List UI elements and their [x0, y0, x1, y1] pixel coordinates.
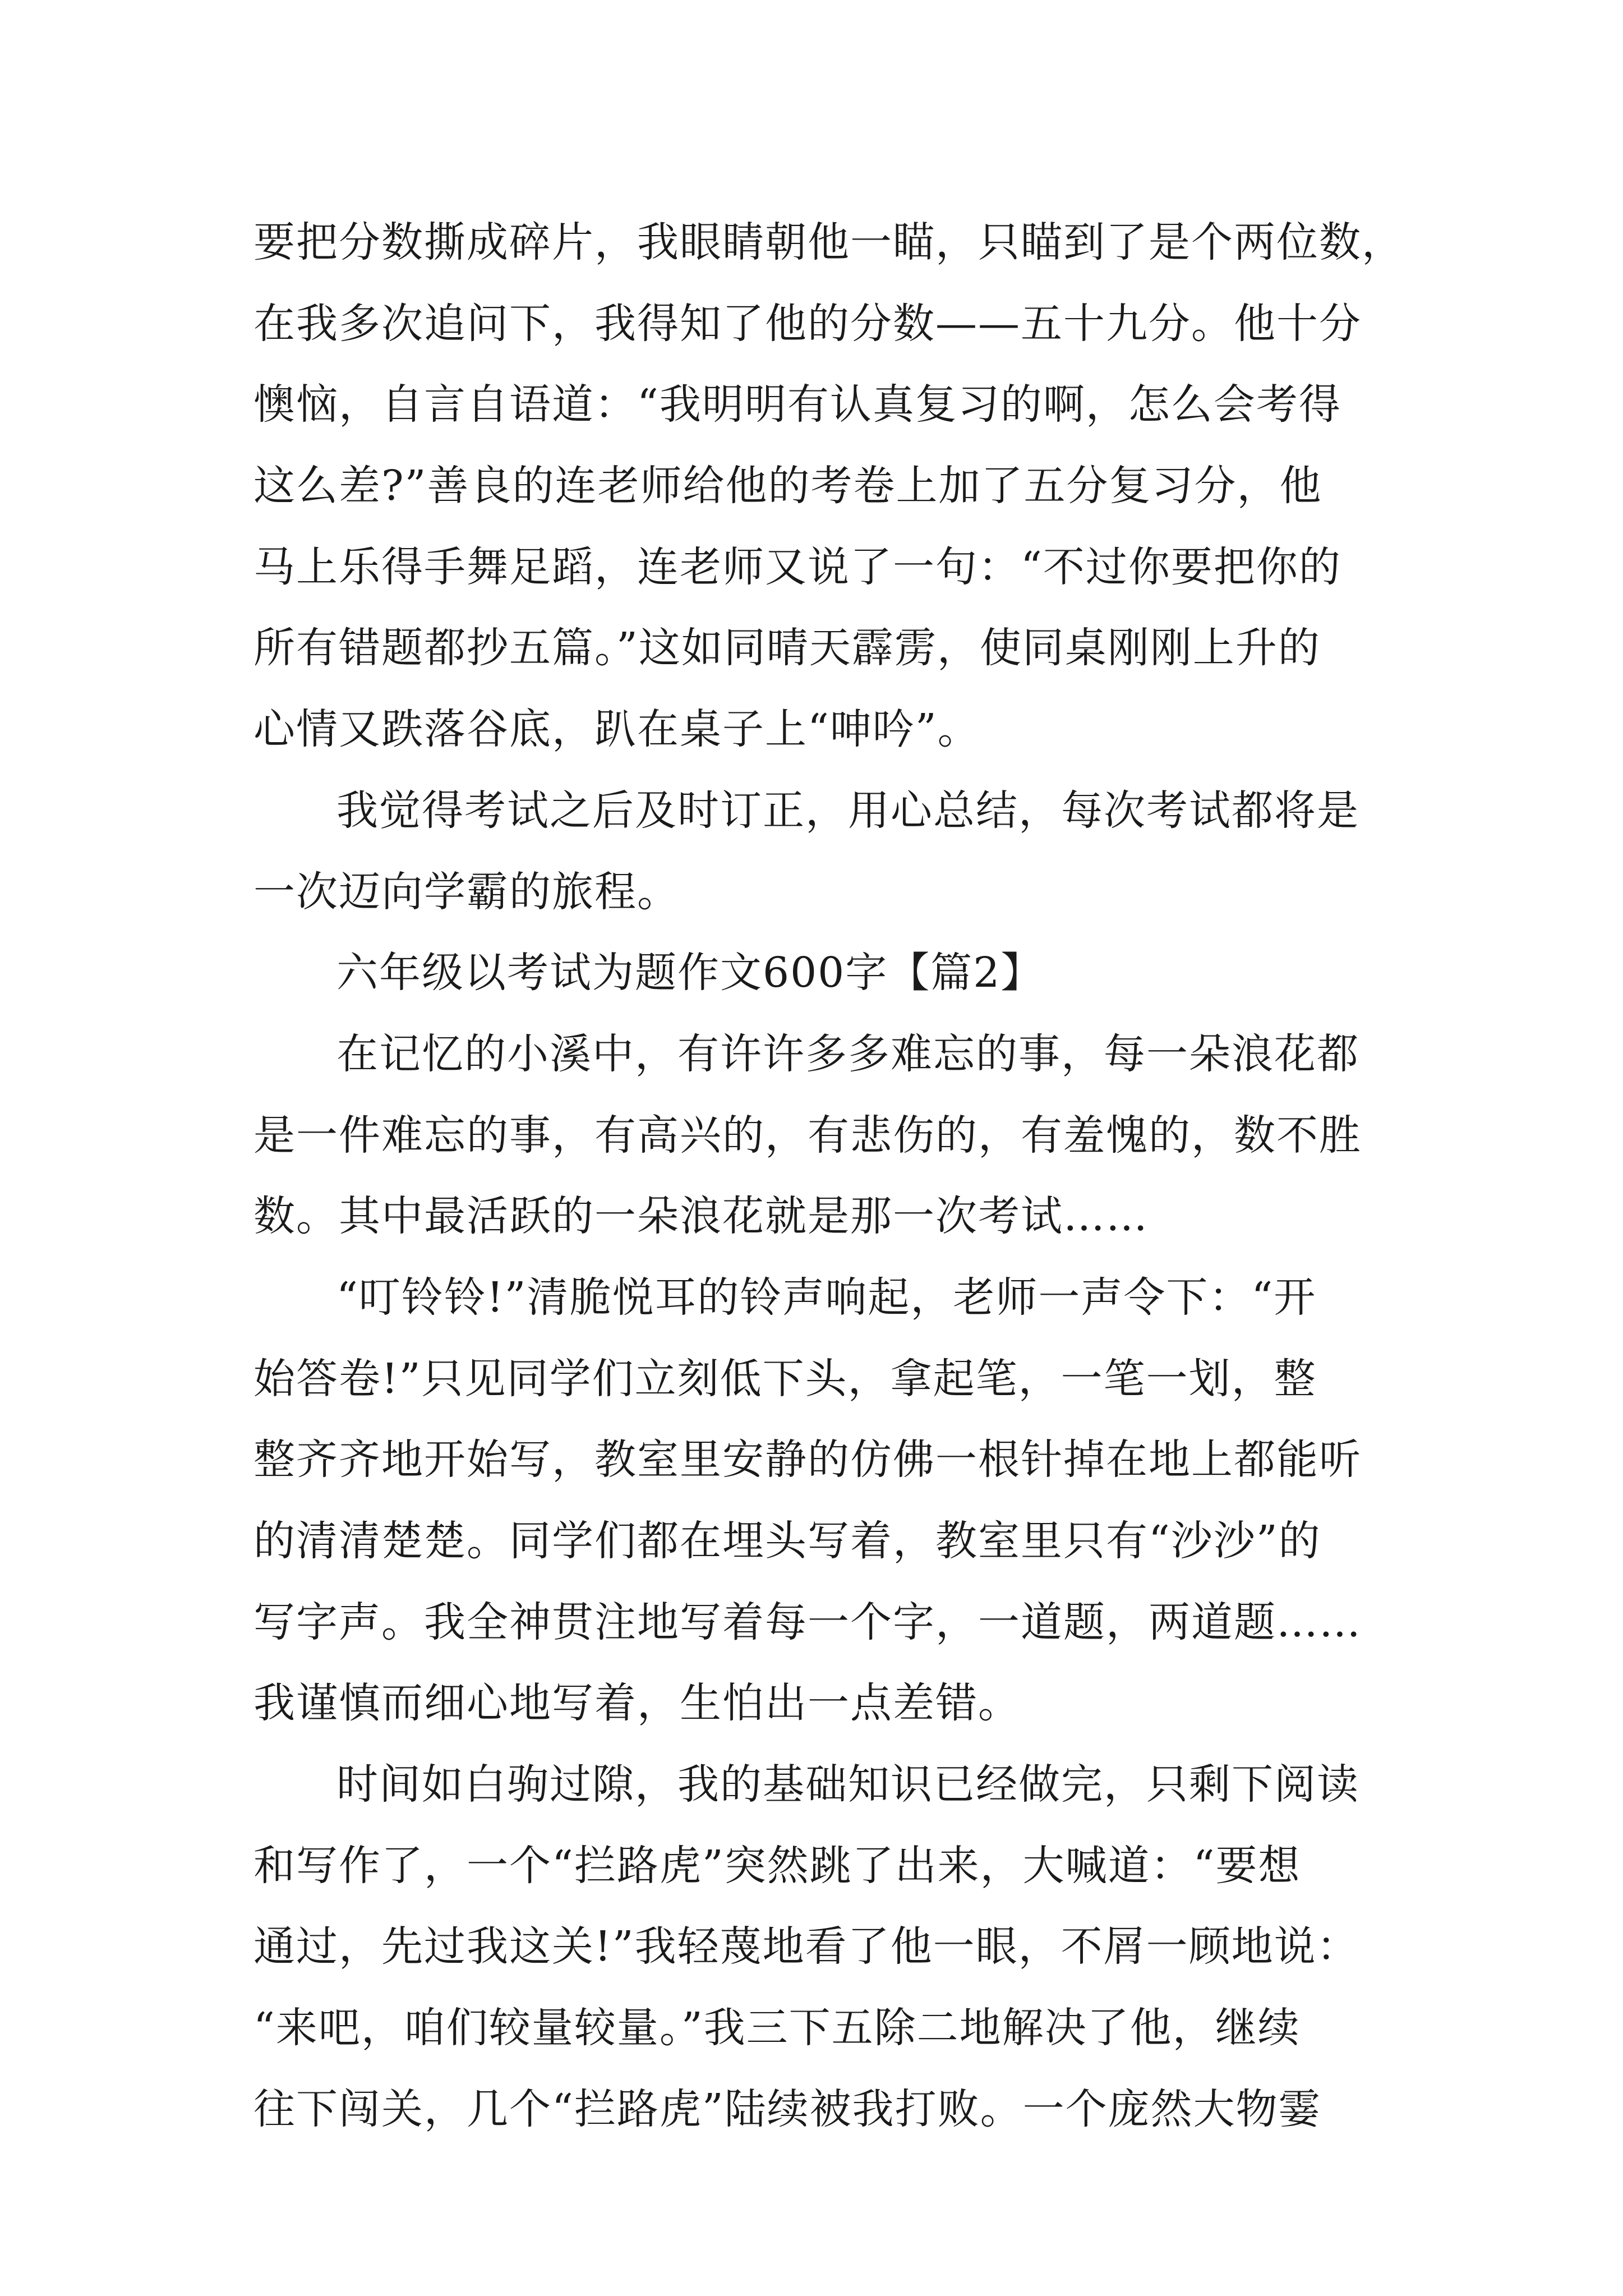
text-line: 是一件难忘的事，有高兴的，有悲伤的，有羞愧的，数不胜 — [253, 1111, 1362, 1159]
article-body — [253, 202, 1404, 2150]
text-line: 懊恼，自言自语道：“我明明有认真复习的啊，怎么会考得 — [253, 380, 1341, 429]
text-line: 往下闯关，几个“拦路虎”陆续被我打败。一个庞然大物霎 — [253, 2085, 1321, 2133]
paragraph-start-line: “叮铃铃!”清脆悦耳的铃声响起，老师一声令下：“开 — [336, 1273, 1317, 1322]
text-line: 通过，先过我这关!”我轻蔑地看了他一眼，不屑一顾地说： — [253, 1922, 1359, 1971]
paragraph-start-line: 在记忆的小溪中，有许许多多难忘的事，每一朵浪花都 — [336, 1029, 1359, 1078]
text-line: 我谨慎而细心地写着，生怕出一点差错。 — [253, 1679, 1021, 1728]
text-line: “来吧，咱们较量较量。”我三下五除二地解决了他，继续 — [253, 2004, 1301, 2053]
text-line: 所有错题都抄五篇。”这如同晴天霹雳，使同桌刚刚上升的 — [253, 624, 1321, 673]
text-line: 整齐齐地开始写，教室里安静的仿佛一根针掉在地上都能听 — [253, 1435, 1362, 1484]
text-line: 始答卷!”只见同学们立刻低下头，拿起笔，一笔一划，整 — [253, 1354, 1317, 1403]
text-line: 马上乐得手舞足蹈，连老师又说了一句：“不过你要把你的 — [253, 542, 1341, 591]
paragraph-start-line: 我觉得考试之后及时订正，用心总结，每次考试都将是 — [336, 786, 1359, 835]
text-line: 和写作了，一个“拦路虎”突然跳了出来，大喊道：“要想 — [253, 1841, 1301, 1890]
text-line: 这么差?”善良的连老师给他的考卷上加了五分复习分，他 — [253, 462, 1322, 510]
section-heading: 六年级以考试为题作文600字【篇2】 — [336, 949, 1044, 997]
text-line: 心情又跌落谷底，趴在桌子上“呻吟”。 — [253, 705, 980, 754]
text-line: 写字声。我全神贯注地写着每一个字，一道题，两道题…… — [253, 1598, 1362, 1646]
text-line: 要把分数撕成碎片，我眼睛朝他一瞄，只瞄到了是个两位数， — [253, 218, 1404, 266]
text-line: 的清清楚楚。同学们都在埋头写着，教室里只有“沙沙”的 — [253, 1517, 1321, 1565]
paragraph-start-line: 时间如白驹过隙，我的基础知识已经做完，只剩下阅读 — [336, 1760, 1359, 1809]
text-line: 在我多次追问下，我得知了他的分数——五十九分。他十分 — [253, 299, 1362, 348]
text-line: 一次迈向学霸的旅程。 — [253, 867, 680, 916]
text-line: 数。其中最活跃的一朵浪花就是那一次考试…… — [253, 1192, 1149, 1241]
